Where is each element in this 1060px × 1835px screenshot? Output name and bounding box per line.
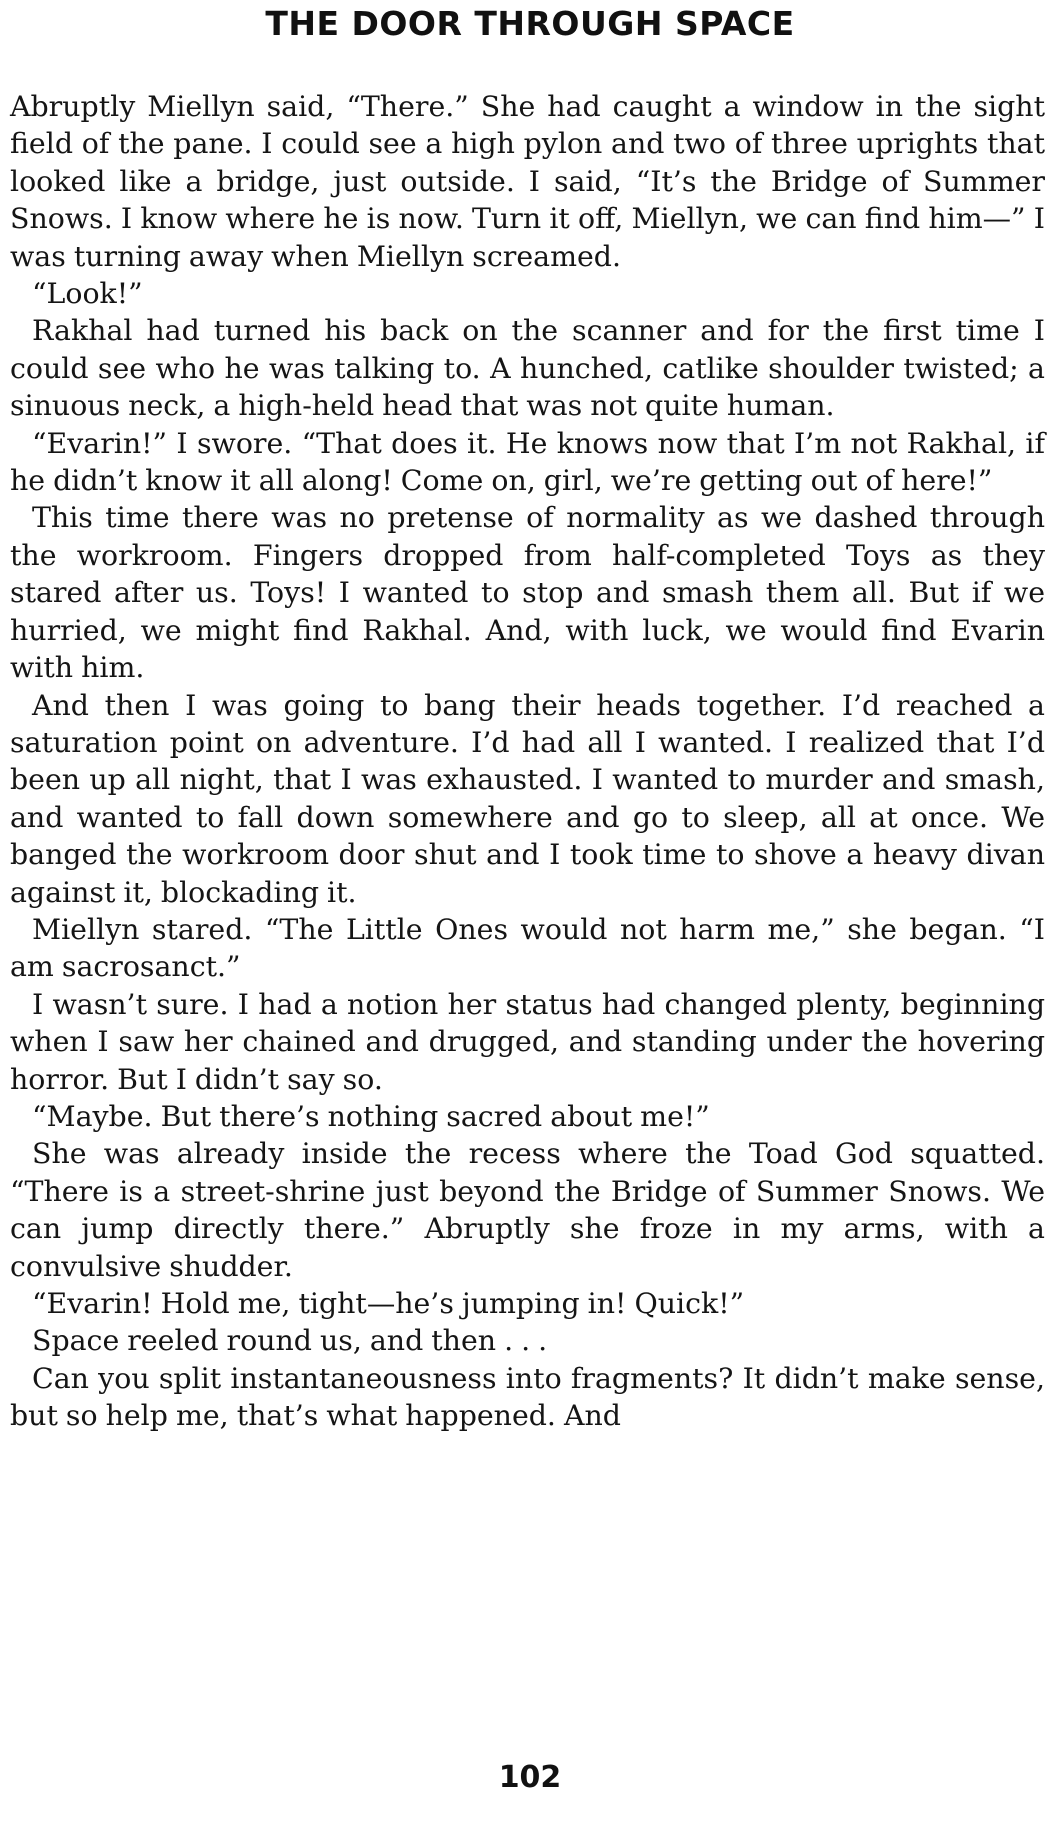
paragraph: Miellyn stared. “The Little Ones would not harm me,” she began. “I am sacrosanct.” — [10, 912, 1045, 984]
paragraph: “Evarin!” I swore. “That does it. He knows now that I’m not Rakhal, if he didn’t know it all along! Come on, girl, we’re getting out of here!” — [10, 426, 1045, 498]
paragraph: I wasn’t sure. I had a notion her status had changed plenty, beginning when I saw her chained and drugged, and standing under the hovering horror. But I didn’t say so. — [10, 987, 1045, 1096]
paragraph: “Look!” — [32, 277, 143, 311]
paragraph: Rakhal had turned his back on the scanner and for the first time I could see who he was talking to. A hunched, catlike shoulder twisted; a sinuous neck, a high-held head that was not quite human. — [10, 314, 1045, 423]
paragraph: And then I was going to bang their heads together. I’d reached a saturation point on adventure. I’d had all I wanted. I realized that I’d been up all night, that I was exhausted. I wanted to murder and smash, and wanted to fall down somewhere and go to sleep, all at once. We banged the workroom door shut and I took time to shove a heavy divan against it, blockading it. — [10, 688, 1045, 909]
paragraph: Abruptly Miellyn said, “There.” She had caught a window in the sight field of the pane. I could see a high pylon and two of three uprights that looked like a bridge, just outside. I said, “It’s the Bridge of Summer Snows. I know where he is now. Turn it off, Miellyn, we can find him—” I was turning away when Miellyn screamed. — [10, 90, 1045, 273]
paragraph: This time there was no pretense of normality as we dashed through the workroom. Fingers dropped from half-completed Toys as they stared after us. Toys! I wanted to stop and smash them all. But if we hurried, we might find Rakhal. And, with luck, we would find Evarin with him. — [10, 501, 1045, 685]
running-head: THE DOOR THROUGH SPACE — [265, 4, 795, 43]
body-text — [10, 88, 1045, 1435]
page-number: 102 — [498, 1760, 562, 1795]
paragraph: “Evarin! Hold me, tight—he’s jumping in! Quick!” — [32, 1287, 745, 1320]
paragraph: Can you split instantaneousness into fragments? It didn’t make sense, but so help me, that’s what happened. And — [10, 1361, 1045, 1433]
paragraph: She was already inside the recess where the Toad God squatted. “There is a street-shrine just beyond the Bridge of Summer Snows. We can jump directly there.” Abruptly she froze in my arms, with a convulsive shudder. — [10, 1137, 1045, 1283]
paragraph: “Maybe. But there’s nothing sacred about me!” — [32, 1099, 710, 1133]
paragraph: Space reeled round us, and then . . . — [32, 1324, 548, 1358]
